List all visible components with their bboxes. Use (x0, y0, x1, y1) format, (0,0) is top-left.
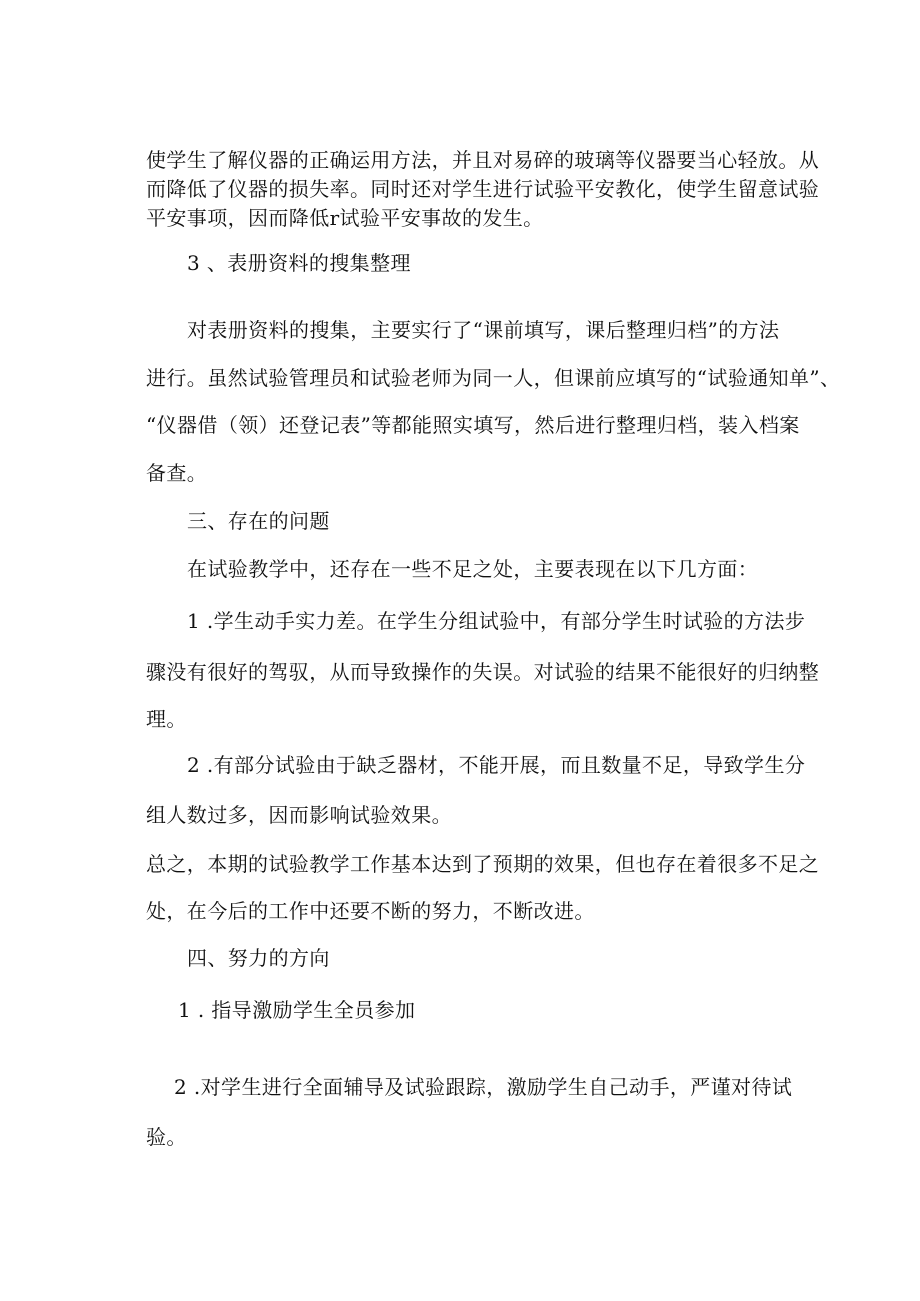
body-text-line: 在试验教学中，还存在一些不足之处，主要表现在以下几方面： (187, 557, 759, 581)
body-text-line: 验。 (146, 1125, 187, 1149)
body-text-line: 而降低了仪器的损失率。同时还对学生进行试验平安教化，使学生留意试验 (146, 177, 820, 201)
list-item-2-text: 2 .有部分试验由于缺乏器材，不能开展，而且数量不足，导致学生分 (187, 753, 806, 777)
body-text-line: 平安事项，因而降低r试验平安事故的发生。 (146, 206, 544, 230)
list-item-1-direction: 1 . 指导激励学生全员参加 (178, 998, 416, 1022)
body-text-line: 进行。虽然试验管理员和试验老师为同一人，但课前应填写的“试验通知单”、 (146, 366, 841, 390)
body-text-line: 对表册资料的搜集，主要实行了“课前填写，课后整理归档”的方法 (187, 318, 780, 342)
body-text-line: 处，在今后的工作中还要不断的努力，不断改进。 (146, 899, 595, 923)
body-text-line: 总之，本期的试验教学工作基本达到了预期的效果，但也存在着很多不足之 (146, 852, 820, 876)
section-heading-direction: 四、努力的方向 (187, 946, 330, 970)
section-heading-problems: 三、存在的问题 (187, 509, 330, 533)
body-text-line: 备查。 (146, 461, 208, 485)
body-text-line: 骤没有很好的驾驭，从而导致操作的失误。对试验的结果不能很好的归纳整 (146, 660, 820, 684)
body-text-line: 组人数过多，因而影响试验效果。 (146, 803, 452, 827)
body-text-line: 使学生了解仪器的正确运用方法，并且对易碎的玻璃等仪器要当心轻放。从 (146, 148, 820, 172)
section-heading-3: 3 、表册资料的搜集整理 (187, 251, 411, 275)
list-item-1-text: 1 .学生动手实力差。在学生分组试验中，有部分学生时试验的方法步 (187, 609, 806, 633)
body-text-line: 理。 (146, 707, 187, 731)
list-item-2-direction: 2 .对学生进行全面辅导及试验跟踪，激励学生自己动手，严谨对待试 (174, 1075, 793, 1099)
body-text-line: “仪器借（领）还登记表”等都能照实填写，然后进行整理归档，装入档案 (146, 413, 800, 437)
